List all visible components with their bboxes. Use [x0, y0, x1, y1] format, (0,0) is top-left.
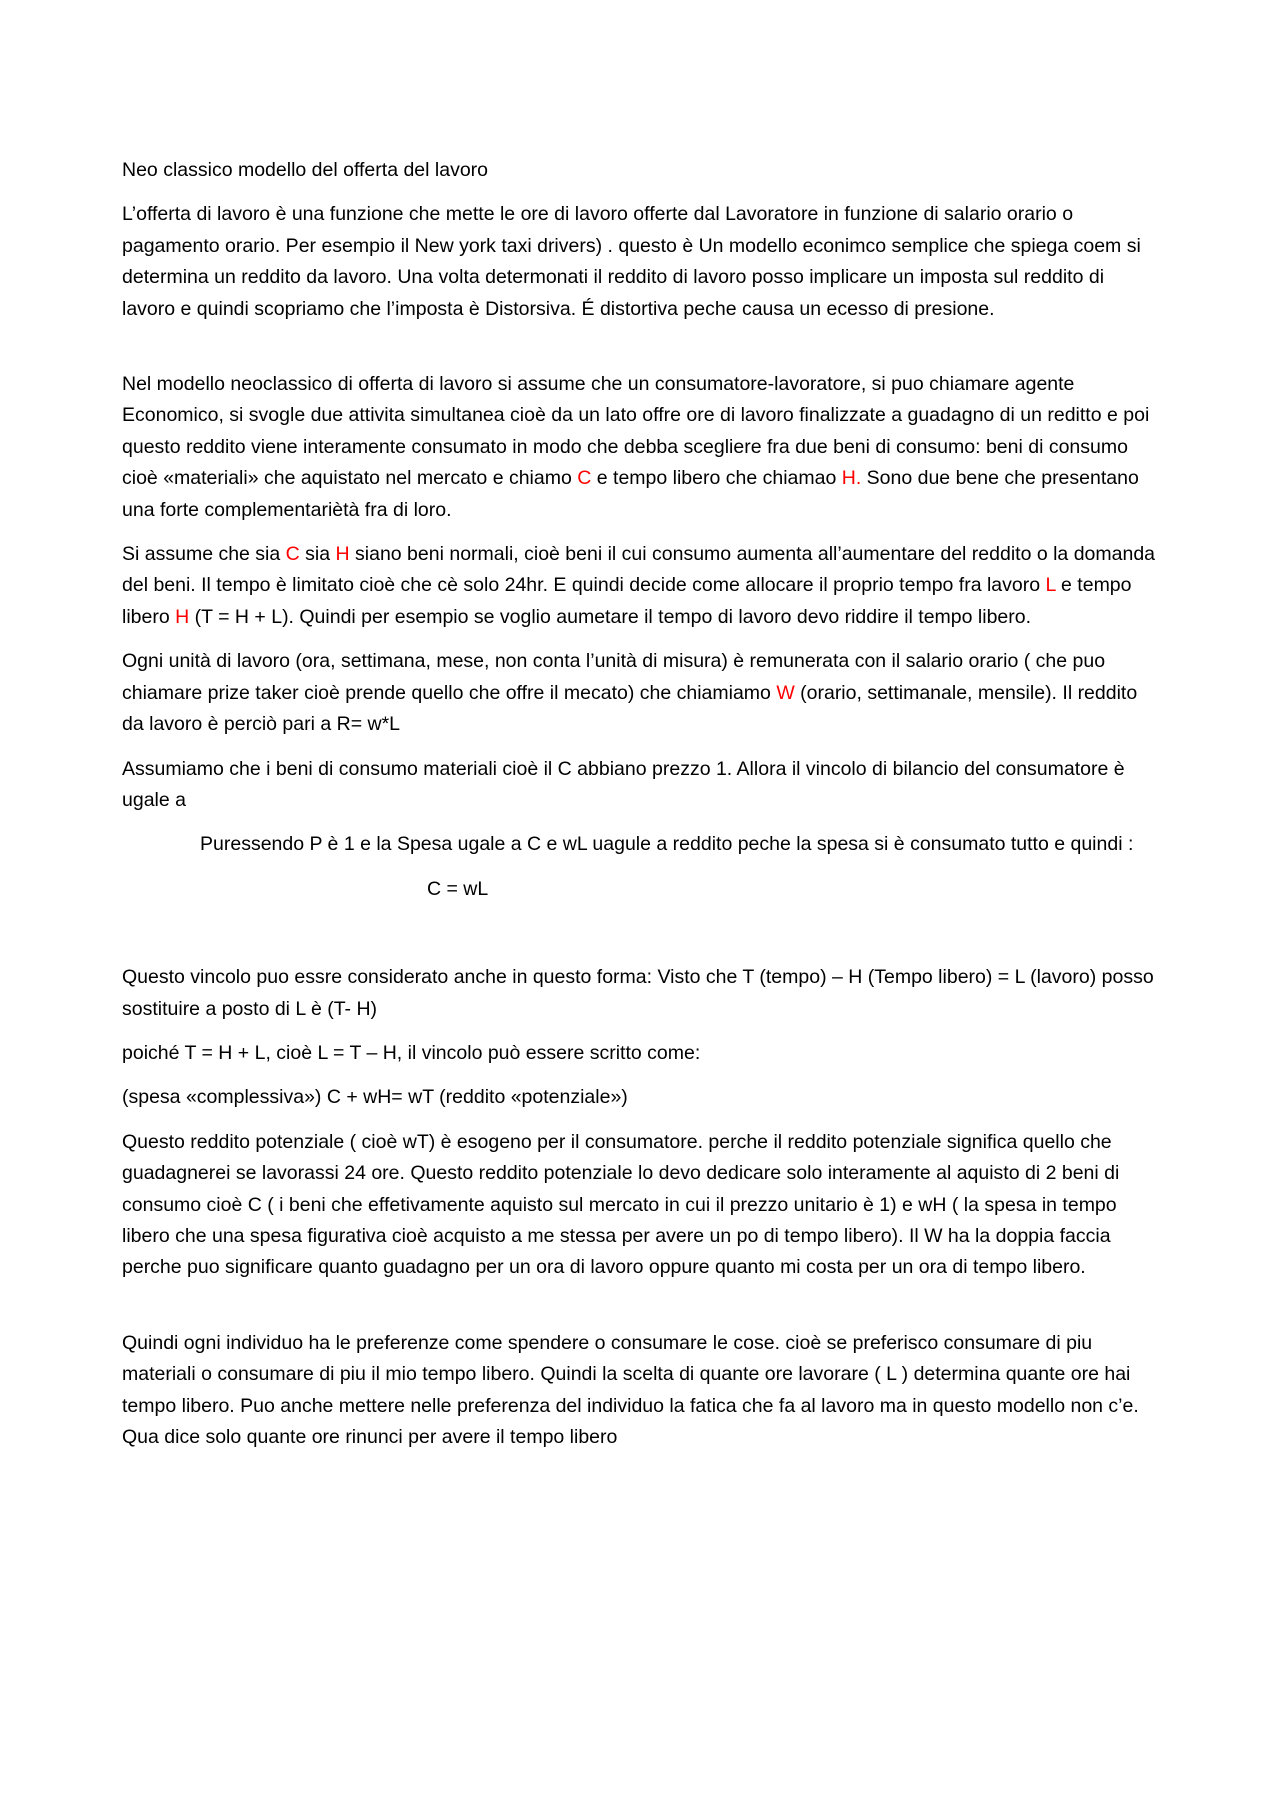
- symbol-h: H: [175, 605, 190, 628]
- text-segment: siano beni normali, cioè beni il cui consumo aumenta all’aumentare del reddito o la domanda del beni. Il tempo è limitato cioè che cè solo 24hr. E quindi decide come allocare il proprio tempo fra lavoro: [122, 543, 1156, 597]
- document-body: [122, 155, 1162, 1466]
- text-segment: Ogni unità di lavoro (ora, settimana, mese, non conta l’unità di misura) è remunerata con il salario orario ( che puo chiamare prize taker cioè prende quello che offre il mecato) che chiamiamo: [122, 650, 1106, 704]
- symbol-c: C: [285, 543, 300, 566]
- text-segment: Nel modello neoclassico di offerta di lavoro si assume che un consumatore-lavoratore, si puo chiamare agente Economico, si svogle due attivita simultanea cioè da un lato offre ore di lavoro finalizzate a guadagno di un reditto e poi questo reddito viene interamente consumato in modo che debba scegliere fra due beni di consumo: beni di consumo cioè «materiali» che aquistato nel mercato e chiamo: [122, 373, 1150, 490]
- symbol-c: C: [577, 467, 592, 490]
- formula-budget: C = wL: [427, 877, 489, 900]
- paragraph-budget-constraint: Assumiamo che i beni di consumo materiali cioè il C abbiano prezzo 1. Allora il vincolo di bilancio del consumatore è ugale a: [122, 757, 1125, 811]
- paragraph-model-assumptions: [122, 369, 1162, 526]
- document-title: Neo classico modello del offerta del lavoro: [122, 159, 489, 181]
- text-segment: Sono due bene che presentano una forte complementariètà fra di loro.: [122, 467, 1139, 521]
- text-segment: e tempo libero: [122, 574, 1132, 628]
- paragraph-preferences: Quindi ogni individuo ha le preferenze come spendere o consumare le cose. cioè se preferisco consumare di piu materiali o consumare di piu il mio tempo libero. Quindi la scelta di quante ore lavorare ( L ) determina quante ore hai tempo libero. Puo anche mettere nelle preferenza del individuo la fatica che fa al lavoro ma in questo modello non c’e. Qua dice solo quante ore rinunci per avere il tempo libero: [122, 1331, 1139, 1448]
- paragraph-intro: L’offerta di lavoro è una funzione che mette le ore di lavoro offerte dal Lavoratore in funzione di salario orario o pagamento orario. Per esempio il New york taxi drivers) . questo è Un modello econimco semplice che spiega coem si determina un reddito da lavoro. Una volta determonati il reddito di lavoro posso implicare un imposta sul reddito di lavoro e quindi scopriamo che l’imposta è Distorsiva. É distortiva peche causa un ecesso di presione.: [122, 203, 1141, 320]
- symbol-l: L: [1045, 574, 1056, 597]
- text-segment: (orario, settimanale, mensile). Il reddito da lavoro è perciò pari a R= w*L: [122, 681, 1138, 736]
- paragraph-price-assumption: Puressendo P è 1 e la Spesa ugale a C e wL uagule a reddito peche la spesa si è consumato tutto e quindi :: [200, 833, 1134, 856]
- text-segment: sia: [299, 543, 336, 566]
- symbol-h: H: [335, 543, 350, 566]
- paragraph-alternative-form: Questo vincolo puo essre considerato anche in questo forma: Visto che T (tempo) – H (Tempo libero) = L (lavoro) posso sostituire a posto di L è (T- H): [122, 966, 1154, 1020]
- text-segment: Si assume che sia: [122, 543, 286, 566]
- text-segment: (T = H + L). Quindi per esempio se voglio aumetare il tempo di lavoro devo riddire il tempo libero.: [189, 605, 1032, 628]
- paragraph-normal-goods: [122, 539, 1162, 633]
- symbol-h: H.: [841, 467, 862, 490]
- paragraph-wage: [122, 646, 1162, 740]
- paragraph-substitution: poiché T = H + L, cioè L = T – H, il vincolo può essere scritto come:: [122, 1041, 701, 1064]
- paragraph-potential-income: Questo reddito potenziale ( cioè wT) è esogeno per il consumatore. perche il reddito potenziale significa quello che guadagnerei se lavorassi 24 ore. Questo reddito potenziale lo devo dedicare solo interamente al aquisto di 2 beni di consumo cioè C ( i beni che effetivamente aquisto sul mercato in cui il prezzo unitario è 1) e wH ( la spesa in tempo libero che una spesa figurativa cioè acquisto a me stessa per avere un po di tempo libero). Il W ha la doppia faccia perche puo significare quanto guadagno per un ora di lavoro oppure quanto mi costa per un ora di tempo libero.: [122, 1130, 1120, 1279]
- formula-full-income: (spesa «complessiva») C + wH= wT (reddito «potenziale»): [122, 1086, 628, 1109]
- symbol-w: W: [776, 681, 795, 704]
- text-segment: e tempo libero che chiamao: [591, 467, 842, 490]
